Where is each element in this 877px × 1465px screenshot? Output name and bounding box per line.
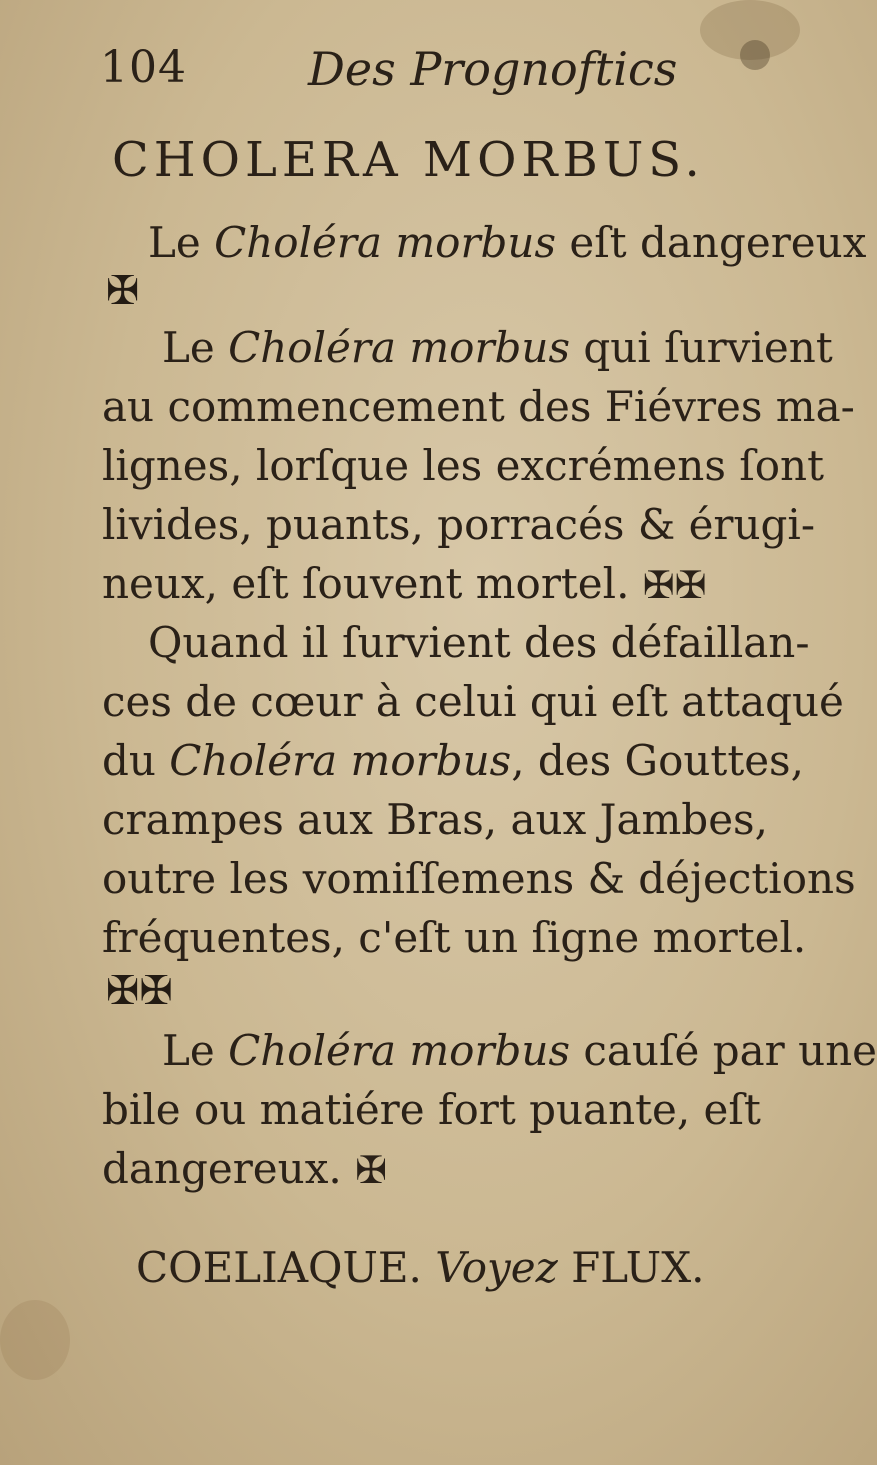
running-head: Des Prognoftics [308,42,678,96]
text-line [136,1243,705,1292]
text-line: outre les vomiſſemens & déjections [102,854,856,903]
page-number: 104 [100,42,187,93]
text-line: au commencement des Fiévres ma- [102,382,855,431]
text-line [162,323,833,372]
cross-ornament: ✠✠ [642,563,707,607]
text-line: crampes aux Bras, aux Jambes, [102,795,768,844]
text-line: lignes, lorſque les excrémens ſont [102,441,824,490]
text-run: Le [148,218,215,267]
page-header [100,42,720,102]
text-run: eſt dangereux [556,218,867,267]
text-run: FLUX. [557,1243,705,1292]
text-run: Le [162,1026,229,1075]
text-line: bile ou matiére fort puante, eſt [102,1085,761,1134]
cross-ornament: ✠✠ [106,968,174,1014]
italic-term: Voyez [435,1243,558,1292]
text-run: neux, eſt ſouvent mortel. [102,559,630,608]
text-line: livides, puants, porracés & érugi- [102,500,816,549]
cross-ornament: ✠ [355,1148,387,1192]
paper-stain [0,1300,70,1380]
text-run: , des Gouttes, [511,736,804,785]
paper-stain [740,40,770,70]
italic-term: Choléra morbus [228,1026,571,1075]
section-title: CHOLERA MORBUS. [112,132,705,188]
text-line [148,218,867,267]
text-line [162,1026,877,1075]
text-run: qui ſurvient [570,323,833,372]
text-line [102,736,804,785]
italic-term: Choléra morbus [214,218,557,267]
text-line [102,559,707,608]
italic-term: Choléra morbus [228,323,571,372]
cross-ornament: ✠ [106,268,140,314]
text-run: Le [162,323,229,372]
text-run: du [102,736,170,785]
italic-term: Choléra morbus [169,736,512,785]
text-line: ces de cœur à celui qui eſt attaqué [102,677,844,726]
text-run: COELIAQUE. [136,1243,436,1292]
text-run: cauſé par une [570,1026,877,1075]
text-run: dangereux. [102,1144,342,1193]
text-line [102,1144,387,1193]
text-line: Quand il ſurvient des défaillan- [148,618,810,667]
text-line: fréquentes, c'eſt un ſigne mortel. [102,913,807,962]
